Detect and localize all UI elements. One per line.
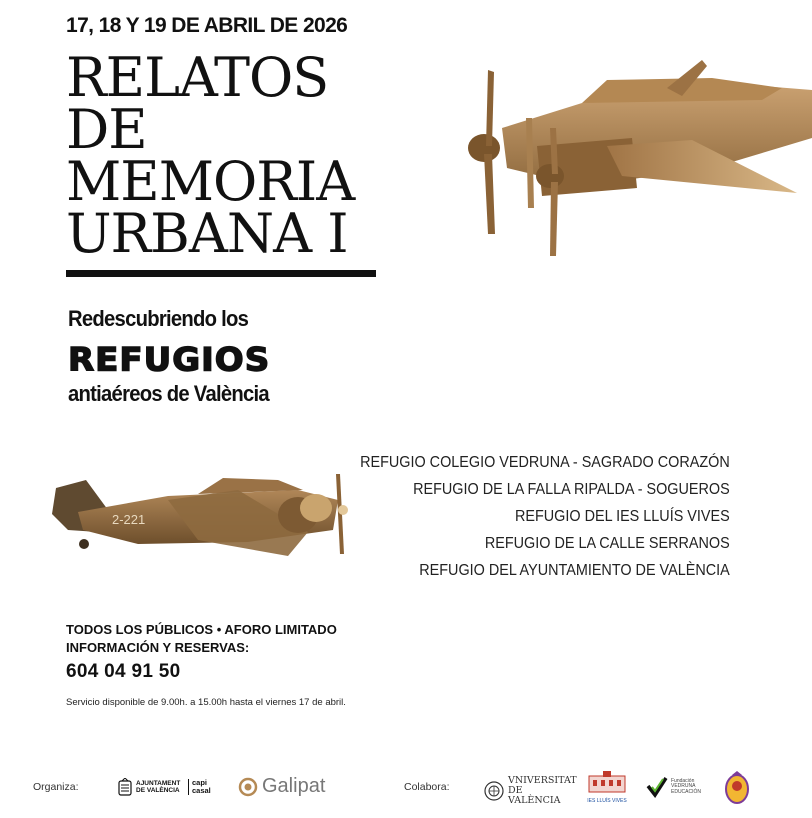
galipat-text: Galipat	[262, 775, 326, 797]
capi-casal-text: capi casal	[188, 779, 214, 795]
refugio-item: REFUGIO DE LA FALLA RIPALDA - SOGUEROS	[413, 481, 730, 498]
lluis-vives-building-icon	[587, 770, 627, 794]
ajuntament-logo	[118, 778, 214, 796]
cardboard-plane-bottom-image	[48, 470, 353, 562]
universitat-logo	[484, 775, 577, 806]
refugio-item: REFUGIO DEL IES LLUÍS VIVES	[515, 508, 730, 525]
galipat-logo	[238, 775, 325, 798]
event-dates: 17, 18 Y 19 DE ABRIL DE 2026	[66, 14, 348, 37]
subtitle-refugios-text: REFUGIOS	[68, 341, 271, 379]
title-line-2: DE	[66, 98, 147, 161]
title-underline	[66, 270, 376, 277]
title-line-4: URBANA I	[66, 202, 348, 265]
organiza-label: Organiza:	[33, 781, 79, 793]
plane-marking: 2-221	[112, 512, 146, 527]
refugio-item: REFUGIO DE LA CALLE SERRANOS	[485, 535, 730, 552]
vedruna-text: Fundación VEDRUNA EDUCACIÓN	[671, 777, 702, 795]
audience-text: TODOS LOS PÚBLICOS • AFORO LIMITADO	[66, 622, 337, 637]
subtitle-line-3: antiaéreos de València	[68, 381, 269, 406]
footer	[0, 764, 812, 812]
vedruna-check-icon	[646, 776, 668, 798]
galipat-icon	[238, 777, 258, 797]
universitat-text: VNIVERSITAT DE VALÈNCIA	[508, 775, 577, 806]
contact-label: INFORMACIÓN Y RESERVAS:	[66, 640, 250, 655]
cardboard-plane-top-image	[462, 58, 812, 258]
universitat-seal-icon	[484, 781, 504, 801]
falla-crest-icon	[724, 771, 750, 805]
vedruna-logo	[646, 776, 709, 798]
refugios-list	[319, 449, 730, 584]
lluis-vives-text: IES LLUÍS VIVES	[587, 798, 627, 804]
event-title	[66, 46, 355, 265]
subtitle-line-1: Redescubriendo los	[68, 306, 249, 331]
refugio-item: REFUGIO DEL AYUNTAMIENTO DE VALÈNCIA	[419, 562, 730, 579]
lluis-vives-logo	[587, 770, 627, 804]
ajuntament-text: AJUNTAMENT DE VALÈNCIA	[136, 780, 181, 794]
falla-crest-logo	[724, 771, 750, 809]
colabora-label: Colabora:	[404, 781, 450, 793]
ajuntament-crest-icon	[118, 778, 132, 796]
subtitle-refugios	[68, 340, 270, 380]
info-block	[66, 621, 346, 708]
phone-number[interactable]: 604 04 91 50	[66, 661, 181, 682]
title-line-1: RELATOS	[66, 46, 329, 109]
service-note: Servicio disponible de 9.00h. a 15.00h hasta el viernes 17 de abril.	[66, 697, 346, 708]
title-line-3: MEMORIA	[66, 150, 355, 213]
refugio-item: REFUGIO COLEGIO VEDRUNA - SAGRADO CORAZÓN	[360, 454, 730, 471]
